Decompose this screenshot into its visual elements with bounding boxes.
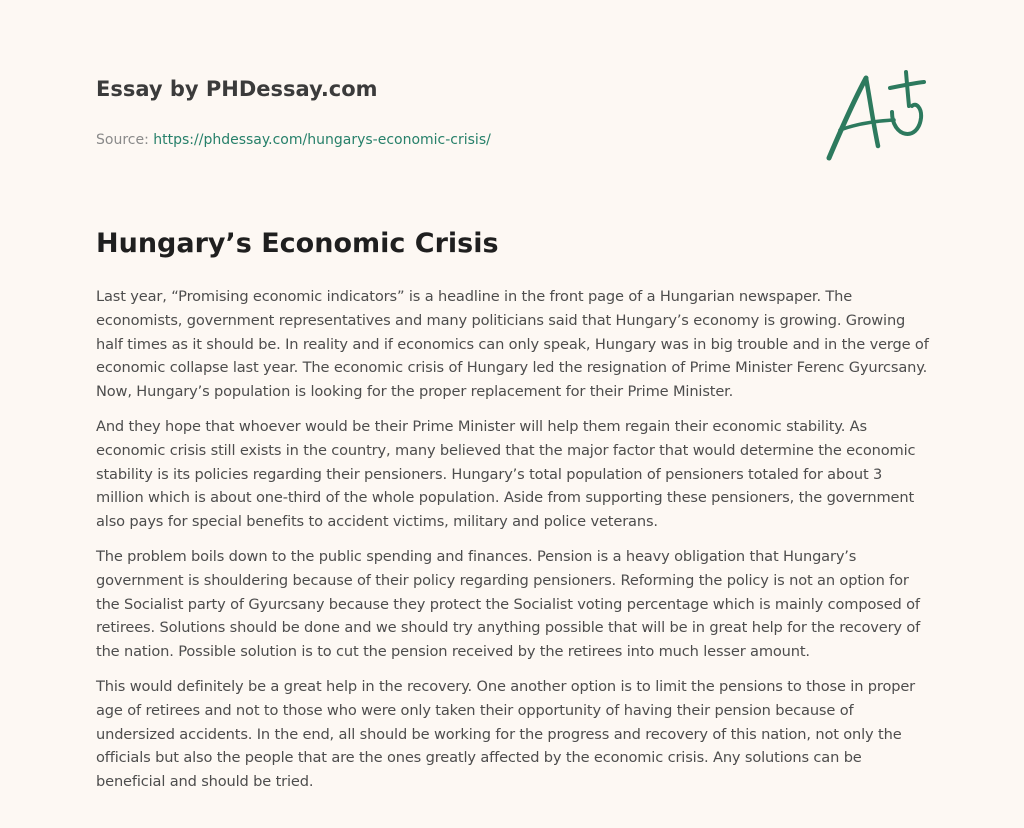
source-label: Source: bbox=[96, 132, 154, 148]
essay-title: Hungary’s Economic Crisis bbox=[96, 228, 499, 259]
source-link[interactable]: https://phdessay.com/hungarys-economic-crisis/ bbox=[153, 132, 491, 148]
paragraph: And they hope that whoever would be their Prime Minister will help them regain their economic stability. As economic crisis still exists in the country, many believed that the major factor that would determine the economic stability is its policies regarding their pensioners. Hungary’s total population of pensioners totaled for about 3 million which is about one-third of the whole population. Aside from supporting these pensioners, the government also pays for special benefits to accident victims, military and police veterans. bbox=[96, 417, 916, 531]
essay-body bbox=[96, 285, 930, 805]
paragraph: Last year, “Promising economic indicators” is a headline in the front page of a Hungarian newspaper. The economists, government representatives and many politicians said that Hungary’s economy is growing. Growing half times as it should be. In reality and if economics can only speak, Hungary was in big trouble and in the verge of economic collapse last year. The economic crisis of Hungary led the resignation of Prime Minister Ferenc Gyurcsany. Now, Hungary’s population is looking for the proper replacement for their Prime Minister. bbox=[96, 288, 929, 401]
a-plus-grade-icon bbox=[820, 66, 930, 166]
source-line bbox=[96, 130, 696, 150]
paragraph: This would definitely be a great help in the recovery. One another option is to limit the pensions to those in proper age of retirees and not to those who were only taken their opportunity of having their pension because of undersized accidents. In the end, all should be working for the progress and recovery of this nation, not only the officials but also the people that are the ones greatly affected by the economic crisis. Any solutions can be beneficial and should be tried. bbox=[96, 677, 916, 791]
brand-title: Essay by PHDessay.com bbox=[96, 77, 378, 101]
essay-header bbox=[96, 74, 696, 150]
paragraph: The problem boils down to the public spending and finances. Pension is a heavy obligation that Hungary’s government is shouldering because of their policy regarding pensioners. Reforming the policy is not an option for the Socialist party of Gyurcsany because they protect the Socialist voting percentage which is mainly composed of retirees. Solutions should be done and we should try anything possible that will be in great help for the recovery of the nation. Possible solution is to cut the pension received by the retirees into much lesser amount. bbox=[96, 547, 921, 661]
